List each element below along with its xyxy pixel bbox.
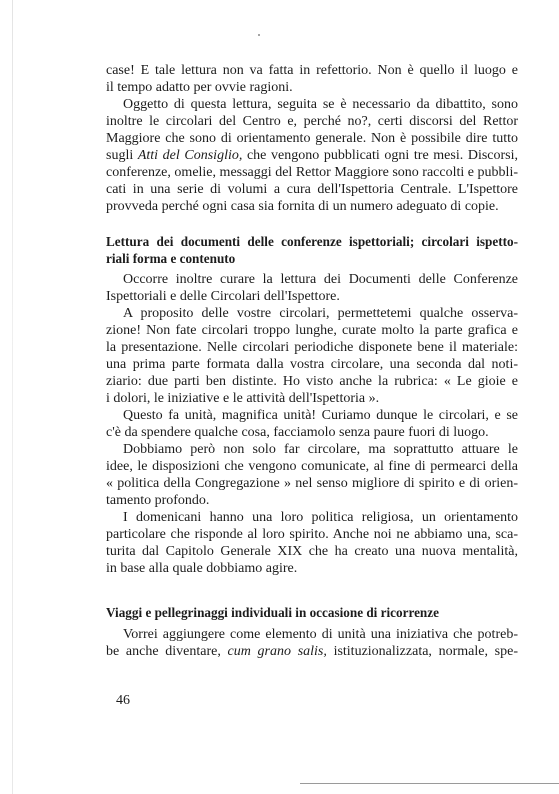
text-line: tamento profondo. <box>106 493 210 508</box>
paragraph-implementation <box>106 441 518 509</box>
text-line: particolare che risponde al loro spirito. Anche noi ne abbiamo una, sca- <box>106 527 518 542</box>
text-line: Maggiore che sono di orientamento generale. Non è possibile dire tutto <box>106 131 518 146</box>
text-line: una prima parte formata dalla vostra circolare, una seconda dal noti- <box>106 357 518 372</box>
text-line: Dobbiamo però non solo far circolare, ma soprattutto attuare le <box>123 442 518 457</box>
text-line: cati in una serie di volumi a cura dell'Ispettoria Centrale. L'Ispettore <box>106 182 518 197</box>
page-number: 46 <box>116 693 130 708</box>
section-heading-journeys <box>106 604 518 621</box>
text-line: provveda perché ogni casa sia fornita di un numero adeguato di copie. <box>106 199 499 214</box>
text-line: I domenicani hanno una loro politica religiosa, un orientamento <box>123 510 518 525</box>
text-line: i dolori, le iniziative e le attività dell'Ispettoria ». <box>106 391 380 406</box>
text-run: be anche diventare, <box>106 644 228 659</box>
text-line: ziario: due parti ben distinte. Ho visto anche la rubrica: « Le gioie e <box>106 374 518 389</box>
text-line: conferenze, omelie, messaggi del Rettor Maggiore sono raccolti e pubbli- <box>106 165 518 180</box>
text-line: Occorre inoltre curare la lettura dei Documenti delle Conferenze <box>123 272 518 287</box>
text-run: sugli <box>106 148 138 163</box>
paragraph-circulars-advice <box>106 305 518 407</box>
italic-latin-phrase: cum grano salis, <box>227 644 327 659</box>
paragraph-reading-object <box>106 96 518 215</box>
section-heading-documents <box>106 233 518 267</box>
text-line: case! E tale lettura non va fatta in refettorio. Non è quello il luogo e <box>106 63 518 78</box>
text-line: zione! Non fate circolari troppo lunghe, curate molto la parte grafica e <box>106 323 518 338</box>
text-line: Vorrei aggiungere come elemento di unità una iniziativa che potreb- <box>123 627 518 642</box>
text-line: inoltre le circolari del Centro e, perché no?, certi discorsi del Rettor <box>106 114 518 129</box>
text-line: la presentazione. Nelle circolari periodiche disponete bene il materiale: <box>106 340 518 355</box>
text-run: che vengono pubblicati ogni tre mesi. Discorsi, <box>242 148 518 163</box>
paragraph-documents-reading <box>106 271 518 305</box>
text-line: A proposito delle vostre circolari, permettetemi qualche osserva- <box>123 306 518 321</box>
text-line-with-italic <box>106 147 518 164</box>
text-line: c'è da spendere qualche cosa, facciamolo senza paure fuori di luogo. <box>106 425 489 440</box>
text-line: Ispettoriali e delle Circolari dell'Ispettore. <box>106 289 340 304</box>
text-line: Questo fa unità, magnifica unità! Curiamo dunque le circolari, e se <box>123 408 518 423</box>
text-line: idee, le disposizioni che vengono comunicate, al fine di permearci della <box>106 459 518 474</box>
italic-title-atti: Atti del Consiglio, <box>137 148 243 163</box>
scan-speck <box>258 34 260 36</box>
text-line: Oggetto di questa lettura, seguita se è necessario da dibattito, sono <box>123 97 518 112</box>
text-line-with-italic <box>106 643 518 660</box>
text-line: in base alla quale dobbiamo agire. <box>106 561 298 576</box>
paragraph-journeys <box>106 626 518 660</box>
paragraph-dominicans <box>106 509 518 577</box>
text-run: istituzionalizzata, normale, spe- <box>326 644 518 659</box>
heading-line: riali forma e contenuto <box>106 251 236 266</box>
heading-line: Lettura dei documenti delle conferenze ispettoriali; circolari ispetto- <box>106 234 518 249</box>
text-line: « politica della Congregazione » nel senso migliore di spirito e di orien- <box>106 476 518 491</box>
text-line: turita dal Capitolo Generale XIX che ha creato una nuova mentalità, <box>106 544 518 559</box>
text-line: il tempo adatto per ovvie ragioni. <box>106 80 293 95</box>
page-edge-shadow <box>12 0 13 794</box>
paragraph-continuation <box>106 62 518 96</box>
paragraph-unity <box>106 407 518 441</box>
page-body <box>106 62 518 660</box>
heading-line: Viaggi e pellegrinaggi individuali in occasione di ricorrenze <box>106 605 439 620</box>
page-bottom-rule <box>300 783 559 784</box>
